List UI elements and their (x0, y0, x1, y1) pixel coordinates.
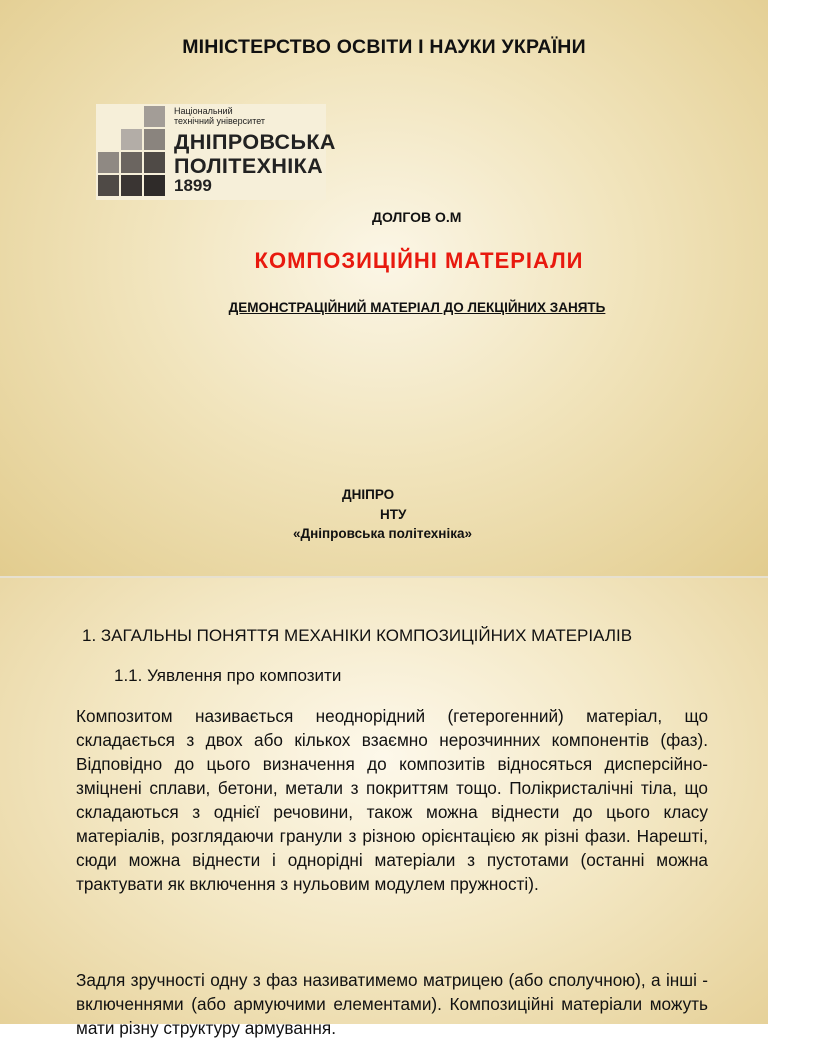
ministry-title: МІНІСТЕРСТВО ОСВІТИ І НАУКИ УКРАЇНИ (182, 36, 586, 58)
section-heading: 1. ЗАГАЛЬНЫ ПОНЯТТЯ МЕХАНІКИ КОМПОЗИЦІЙНИХ МАТЕРІАЛІВ (82, 626, 633, 645)
author-name: ДОЛГОВ О.М (372, 209, 462, 225)
paragraph-matrix: Задля зручності одну з фаз називатимемо матрицею (або сполучною), а інші - включеннями (або армуючими елементами). Композиційні матеріали можуть мати різну структуру армування. (76, 970, 708, 1038)
paragraph-definition: Композитом називається неоднорідний (гетерогенний) матеріал, що складається з двох або кількох взаємно нерозчинних компонентів (фаз). Відповідно до цього визначення до композитів відносяться дисперсійно-зміцнені сплави, бетони, метали з покриттям тощо. Полікристалічні тіла, що складаються з однієї речовини, також можна віднести до цього класу матеріалів, розглядаючи гранули з різною орієнтацією як різні фази. Нарешті, сюди можна віднести і однорідні матеріали з пустотами (останні можна трактувати як включення з нульовим модулем пружності). (76, 706, 708, 894)
university-short: НТУ (380, 507, 407, 522)
logo-year: 1899 (174, 176, 212, 195)
course-title: КОМПОЗИЦІЙНІ МАТЕРІАЛИ (254, 248, 584, 273)
university-logo (96, 104, 336, 200)
subsection-heading: 1.1. Уявлення про композити (114, 666, 342, 685)
university-full: «Дніпровська політехніка» (293, 526, 472, 541)
city: ДНІПРО (342, 487, 395, 502)
content-slide (0, 578, 768, 1038)
logo-name: ДНІПРОВСЬКА ПОЛІТЕХНІКА (174, 130, 336, 178)
course-subtitle: ДЕМОНСТРАЦІЙНИЙ МАТЕРІАЛ ДО ЛЕКЦІЙНИХ ЗАНЯТЬ (228, 300, 606, 315)
logo-small-text: Національний технічний університет (174, 106, 266, 126)
